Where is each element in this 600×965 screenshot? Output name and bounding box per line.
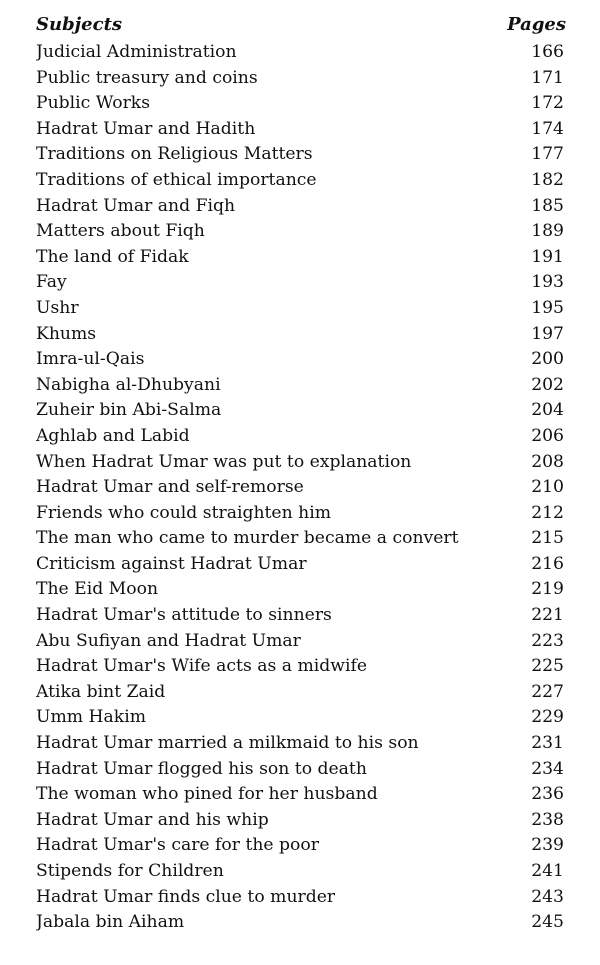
toc-entry (36, 40, 566, 66)
toc-entry-subject: Fay (36, 272, 67, 293)
toc-entry-subject: Khums (36, 323, 97, 344)
toc-entry-page: 166 (531, 42, 564, 62)
toc-entry-page: 200 (531, 349, 564, 370)
toc-entry (36, 219, 566, 245)
toc-entry-subject: Hadrat Umar flogged his son to death (36, 758, 367, 779)
toc-entry-subject: The land of Fidak (36, 246, 189, 267)
toc-entry-page: 202 (531, 374, 564, 395)
toc-entry-subject: Public treasury and coins (36, 67, 258, 88)
toc-entry (36, 142, 566, 168)
toc-entry (36, 66, 566, 92)
toc-entry (36, 475, 566, 501)
toc-entry-subject: Hadrat Umar and self-remorse (36, 477, 304, 498)
toc-entry-subject: The man who came to murder became a convert (36, 528, 459, 549)
toc-entry (36, 654, 566, 680)
toc-entry-page: 193 (531, 272, 564, 293)
pages-heading: Pages (507, 14, 566, 35)
toc-entry-subject: Zuheir bin Abi-Salma (36, 400, 222, 421)
toc-entry-page: 239 (531, 835, 564, 856)
toc-entry-page: 216 (531, 553, 564, 574)
toc-entry-page: 234 (531, 758, 564, 779)
toc-entry (36, 373, 566, 399)
toc-entry-page: 171 (531, 67, 564, 88)
toc-entry-subject: Aghlab and Labid (36, 425, 190, 446)
toc-entry-page: 227 (531, 681, 564, 702)
toc-entry (36, 603, 566, 629)
toc-entry (36, 526, 566, 552)
toc-entry-subject: Hadrat Umar and his whip (36, 809, 269, 830)
toc-entry-subject: Hadrat Umar's attitude to sinners (36, 605, 332, 626)
toc-entry-page: 208 (531, 451, 564, 472)
toc-entry-subject: Atika bint Zaid (36, 681, 166, 702)
toc-entry (36, 450, 566, 476)
toc-entry-subject: Traditions of ethical importance (36, 169, 317, 190)
toc-header (36, 14, 566, 40)
toc-entry-page: 182 (531, 169, 564, 190)
toc-entry-page: 206 (531, 425, 564, 446)
toc-entry-page: 231 (531, 733, 564, 754)
toc-entry-page: 195 (531, 297, 564, 318)
toc-entry-subject: Hadrat Umar and Fiqh (36, 195, 236, 216)
toc-entry-subject: Traditions on Religious Matters (36, 144, 313, 165)
toc-entry (36, 885, 566, 911)
toc-entry-page: 219 (531, 579, 564, 600)
toc-entry (36, 398, 566, 424)
toc-entry-page: 197 (531, 323, 564, 344)
toc-entry (36, 859, 566, 885)
toc-entry-subject: Friends who could straighten him (36, 502, 331, 523)
toc-entry-subject: Hadrat Umar married a milkmaid to his son (36, 733, 419, 754)
toc-entry-subject: Judicial Administration (36, 42, 237, 62)
toc-entry (36, 552, 566, 578)
toc-entry-page: 241 (531, 861, 564, 881)
toc-entry (36, 424, 566, 450)
toc-entry-subject: Umm Hakim (36, 707, 146, 728)
toc-entry (36, 808, 566, 834)
toc-entry-page: 174 (531, 118, 564, 139)
toc-entry-subject: Jabala bin Aiham (36, 912, 185, 933)
toc-entry-page: 236 (531, 784, 564, 805)
toc-entry-page: 221 (531, 605, 564, 626)
toc-entry-page: 191 (531, 246, 564, 267)
toc-entry-subject: Criticism against Hadrat Umar (36, 553, 307, 574)
toc-entry-subject: Matters about Fiqh (36, 221, 205, 242)
toc-entry-subject: When Hadrat Umar was put to explanation (36, 451, 412, 472)
toc-entry (36, 91, 566, 117)
toc-entry (36, 296, 566, 322)
toc-entry-page: 210 (531, 477, 564, 498)
toc-entry-subject: Stipends for Children (36, 861, 224, 881)
toc-entry-subject: Hadrat Umar's Wife acts as a midwife (36, 656, 368, 677)
toc-entry-page: 189 (531, 221, 564, 242)
toc-entry-subject: Nabigha al-Dhubyani (36, 374, 221, 395)
toc-entry (36, 731, 566, 757)
toc-entry-page: 185 (531, 195, 564, 216)
toc-entry-page: 229 (531, 707, 564, 728)
toc-entry-subject: Hadrat Umar and Hadith (36, 118, 256, 139)
toc-entry (36, 168, 566, 194)
toc-entry-page: 204 (531, 400, 564, 421)
toc-entry-subject: Abu Sufiyan and Hadrat Umar (36, 630, 301, 651)
toc-entry (36, 194, 566, 220)
toc-entry (36, 347, 566, 373)
toc-entry (36, 833, 566, 859)
toc-entry-page: 243 (531, 886, 564, 907)
toc-entry (36, 782, 566, 808)
toc-entry (36, 910, 566, 936)
toc-entry-page: 225 (531, 656, 564, 677)
toc-entry (36, 117, 566, 143)
toc-entry-page: 245 (531, 912, 564, 933)
toc-entry-page: 212 (531, 502, 564, 523)
toc-entry-subject: Public Works (36, 93, 151, 114)
toc-entry (36, 322, 566, 348)
toc-entry-page: 172 (531, 93, 564, 114)
toc-entry (36, 705, 566, 731)
toc-entry (36, 501, 566, 527)
table-of-contents (36, 14, 566, 936)
toc-entry-subject: Hadrat Umar's care for the poor (36, 835, 319, 856)
toc-entry-subject: The woman who pined for her husband (36, 784, 378, 805)
toc-entry-page: 215 (531, 528, 564, 549)
toc-entry-subject: Hadrat Umar finds clue to murder (36, 886, 336, 907)
toc-entry-subject: Imra-ul-Qais (36, 349, 145, 370)
toc-entry (36, 757, 566, 783)
toc-entry (36, 577, 566, 603)
toc-list (36, 40, 566, 936)
toc-entry (36, 270, 566, 296)
toc-entry (36, 629, 566, 655)
toc-entry-page: 177 (531, 144, 564, 165)
toc-entry (36, 680, 566, 706)
subjects-heading: Subjects (36, 14, 123, 35)
toc-entry (36, 245, 566, 271)
toc-entry-page: 238 (531, 809, 564, 830)
toc-entry-subject: The Eid Moon (36, 579, 159, 600)
toc-entry-page: 223 (531, 630, 564, 651)
toc-entry-subject: Ushr (36, 297, 79, 318)
